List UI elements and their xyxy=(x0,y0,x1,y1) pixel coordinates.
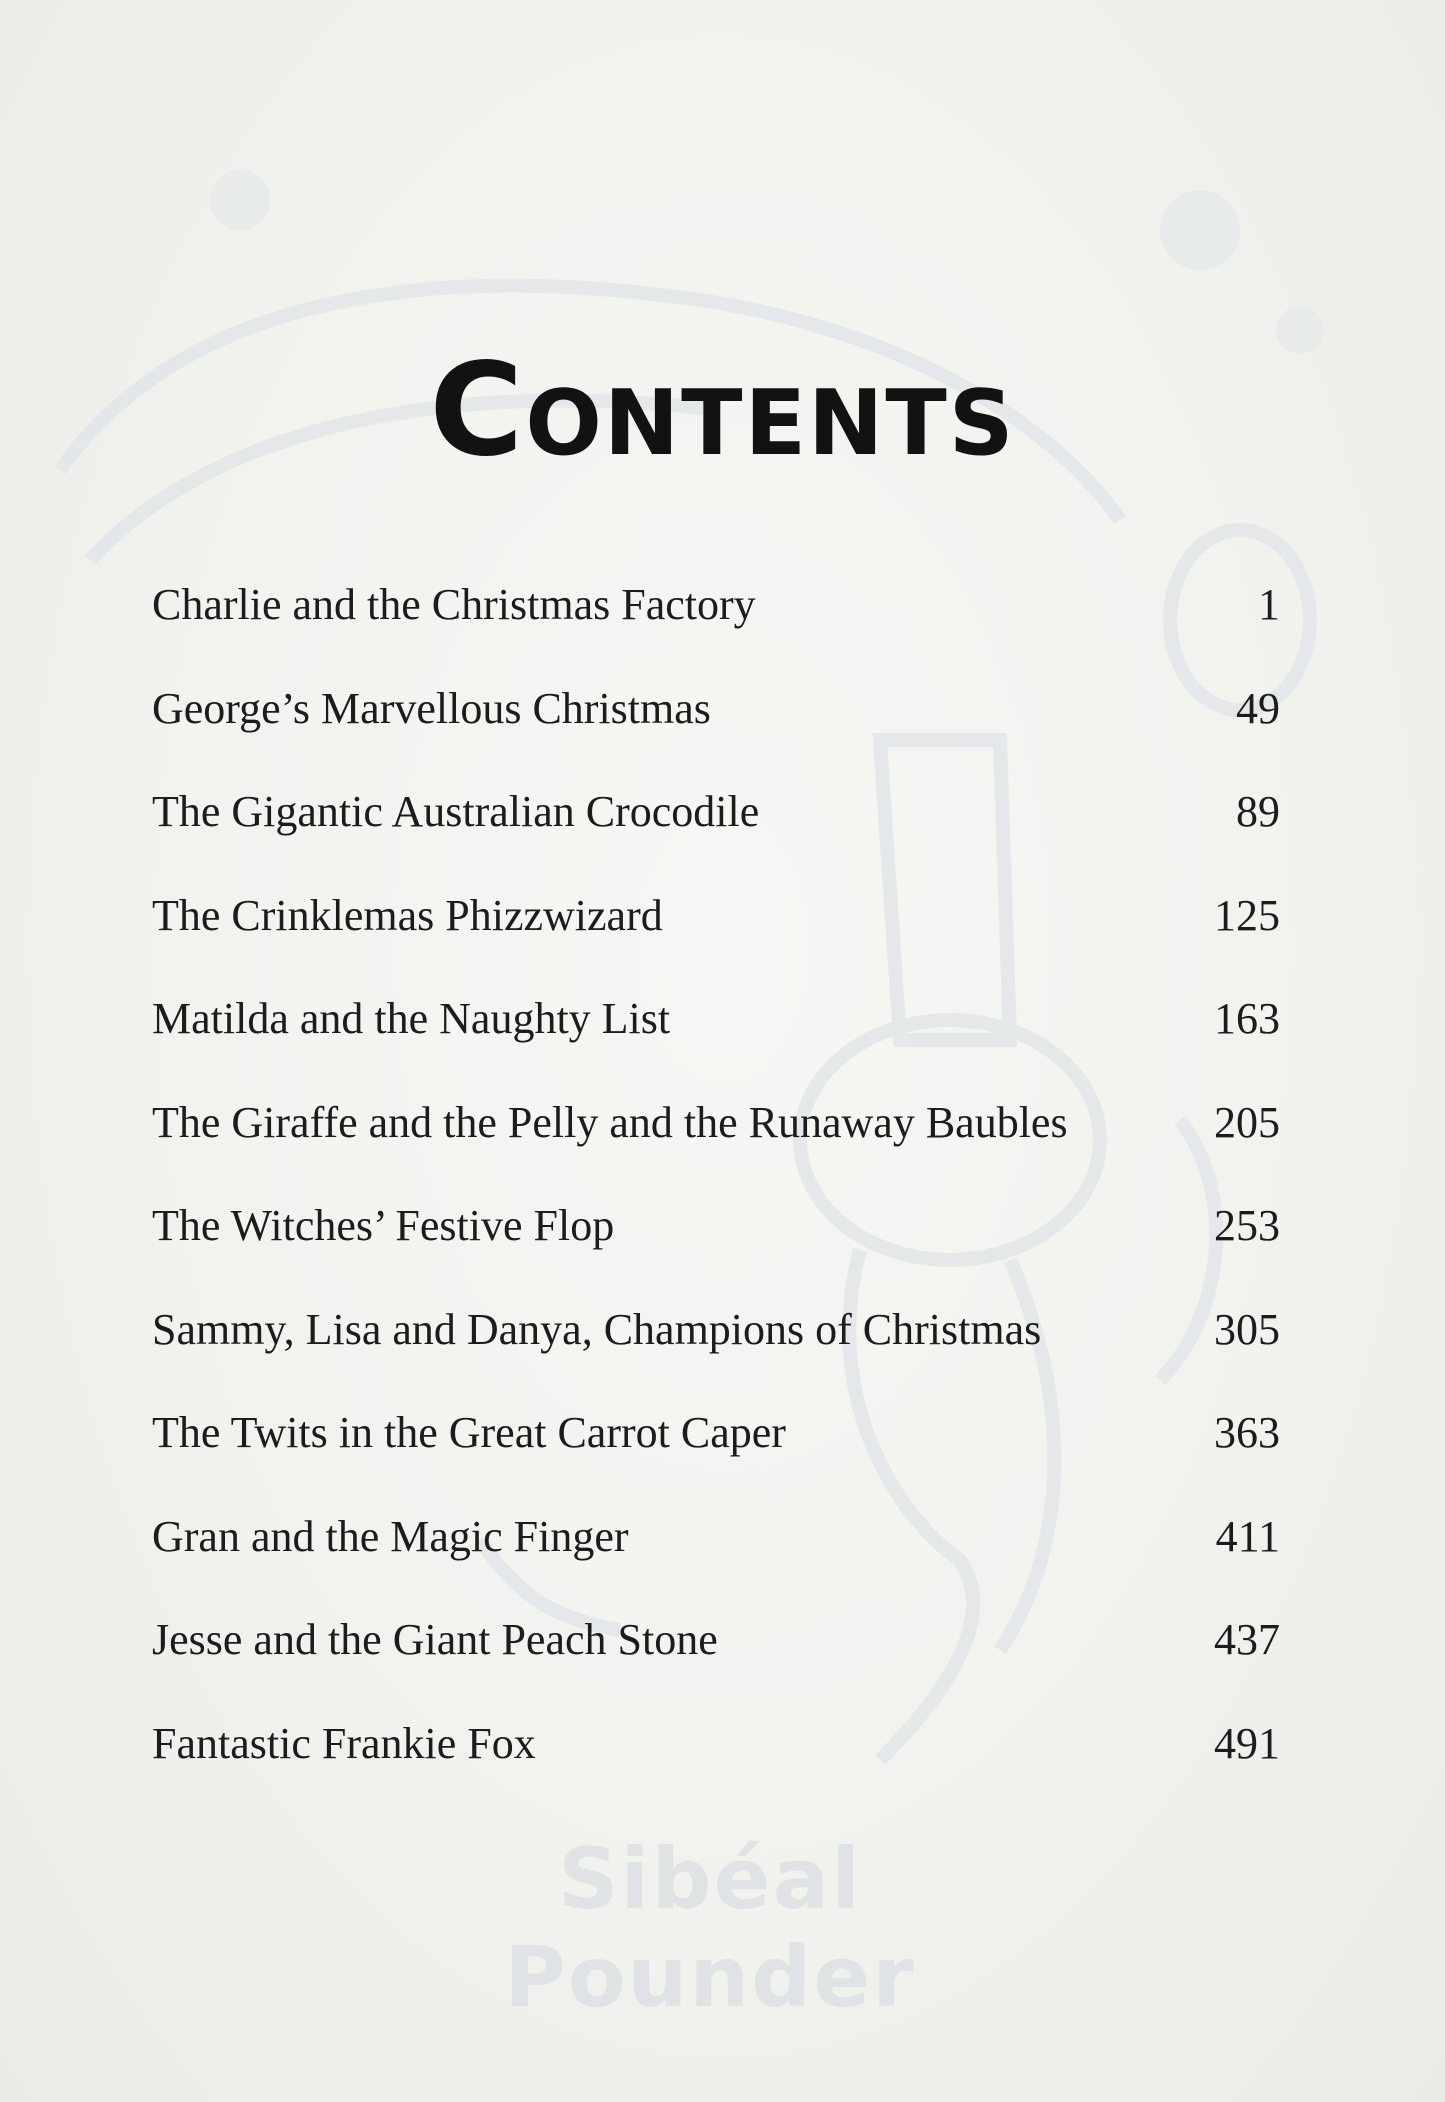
toc-entry-title: The Crinklemas Phizzwizard xyxy=(152,890,663,940)
toc-entry-page-number: 125 xyxy=(1214,890,1280,940)
toc-entry xyxy=(150,1595,1280,1699)
toc-entry-title: George’s Marvellous Christmas xyxy=(152,683,711,733)
toc-entry-title: The Giraffe and the Pelly and the Runaway Baubles xyxy=(152,1097,1068,1147)
toc-entry-page-number: 163 xyxy=(1214,994,1280,1043)
toc-entry xyxy=(150,1492,1280,1596)
toc-entry-title: Sammy, Lisa and Danya, Champions of Christmas xyxy=(152,1304,1042,1354)
toc-entry-title: Charlie and the Christmas Factory xyxy=(152,580,756,629)
toc-entry xyxy=(150,1388,1280,1492)
toc-entry-title: Gran and the Magic Finger xyxy=(152,1511,629,1561)
toc-entry xyxy=(150,1699,1280,1803)
toc-entry-page-number: 411 xyxy=(1215,1511,1280,1561)
toc-entry xyxy=(150,1181,1280,1285)
toc-entry xyxy=(150,664,1280,768)
toc-entry-page-number: 1 xyxy=(1258,580,1280,629)
table-of-contents xyxy=(150,560,1280,1802)
toc-entry-page-number: 253 xyxy=(1214,1201,1280,1250)
toc-entry-title: The Gigantic Australian Crocodile xyxy=(152,787,760,836)
toc-entry-title: Jesse and the Giant Peach Stone xyxy=(152,1615,718,1664)
toc-entry xyxy=(150,767,1280,871)
page-title: Contents xyxy=(429,335,1016,485)
toc-entry xyxy=(150,1078,1280,1182)
toc-entry-page-number: 89 xyxy=(1236,787,1280,836)
toc-entry xyxy=(150,974,1280,1078)
toc-entry xyxy=(150,871,1280,975)
show-through-author-name: Sibéal Pounder xyxy=(504,1830,916,2026)
toc-entry-title: The Twits in the Great Carrot Caper xyxy=(152,1408,786,1457)
toc-entry-title: Fantastic Frankie Fox xyxy=(152,1718,536,1768)
toc-entry-page-number: 363 xyxy=(1214,1408,1280,1457)
toc-entry-title: The Witches’ Festive Flop xyxy=(152,1201,615,1250)
toc-entry-page-number: 49 xyxy=(1236,683,1280,733)
toc-entry-page-number: 491 xyxy=(1214,1718,1280,1768)
toc-entry-title: Matilda and the Naughty List xyxy=(152,994,671,1043)
toc-entry-page-number: 437 xyxy=(1214,1615,1280,1664)
toc-entry-page-number: 305 xyxy=(1214,1304,1280,1354)
toc-entry-page-number: 205 xyxy=(1214,1097,1280,1147)
toc-entry xyxy=(150,560,1280,664)
toc-entry xyxy=(150,1285,1280,1389)
